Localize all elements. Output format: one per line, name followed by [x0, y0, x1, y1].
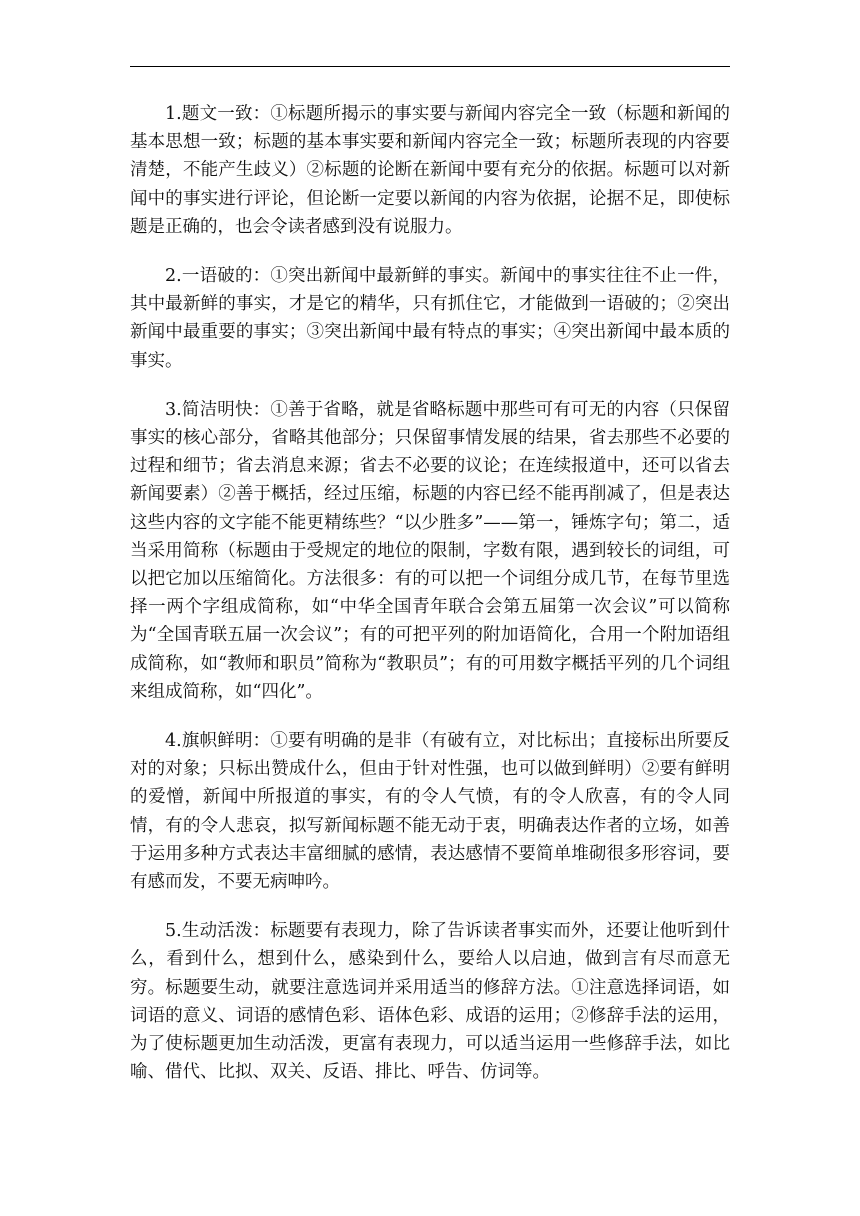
paragraph-clear-stance: 4.旗帜鲜明：①要有明确的是非（有破有立，对比标出；直接标出所要反对的对象；只标出赞成什么，但由于针对性强，也可以做到鲜明）②要有鲜明的爱憎，新闻中所报道的事实，有的令人气愤，有的令人欣喜，有的令人同情，有的令人悲哀，拟写新闻标题不能无动于衷，明确表达作者的立场，如善于运用多种方式表达丰富细腻的感情，表达感情不要简单堆砌很多形容词，要有感而发，不要无病呻吟。 [130, 731, 730, 893]
paragraph-to-the-point: 2.一语破的：①突出新闻中最新鲜的事实。新闻中的事实往往不止一件，其中最新鲜的事实，才是它的精华，只有抓住它，才能做到一语破的；②突出新闻中最重要的事实；③突出新闻中最有特点的事实；④突出新闻中最本质的事实。 [130, 266, 730, 371]
paragraph-title-consistency: 1.题文一致：①标题所揭示的事实要与新闻内容完全一致（标题和新闻的基本思想一致；标题的基本事实要和新闻内容完全一致；标题所表现的内容要清楚，不能产生歧义）②标题的论断在新闻中要有充分的依据。标题可以对新闻中的事实进行评论，但论断一定要以新闻的内容为依据，论据不足，即使标题是正确的，也会令读者感到没有说服力。 [130, 104, 730, 237]
header-rule [130, 66, 730, 67]
paragraph-concise: 3.简洁明快：①善于省略，就是省略标题中那些可有可无的内容（只保留事实的核心部分，省略其他部分；只保留事情发展的结果，省去那些不必要的过程和细节；省去消息来源；省去不必要的议论；在连续报道中，还可以省去新闻要素）②善于概括，经过压缩，标题的内容已经不能再削减了，但是表达这些内容的文字能不能更精练些？“以少胜多”——第一，锤炼字句；第二，适当采用简称（标题由于受规定的地位的限制，字数有限，遇到较长的词组，可以把它加以压缩简化。方法很多：有的可以把一个词组分成几节，在每节里选择一两个字组成简称，如“中华全国青年联合会第五届第一次会议”可以简称为“全国青联五届一次会议”；有的可把平列的附加语简化，合用一个附加语组成简称，如“教师和职员”简称为“教职员”；有的可用数字概括平列的几个词组来组成简称，如“四化”。 [130, 399, 730, 702]
paragraph-vivid: 5.生动活泼：标题要有表现力，除了告诉读者事实而外，还要让他听到什么，看到什么，想到什么，感染到什么，要给人以启迪，做到言有尽而意无穷。标题要生动，就要注意选词并采用适当的修辞方法。①注意选择词语，如词语的意义、词语的感情色彩、语体色彩、成语的运用；②修辞手法的运用，为了使标题更加生动活泼，更富有表现力，可以适当运用一些修辞手法，如比喻、借代、比拟、双关、反语、排比、呼告、仿词等。 [130, 921, 730, 1083]
document-body [130, 100, 730, 1108]
